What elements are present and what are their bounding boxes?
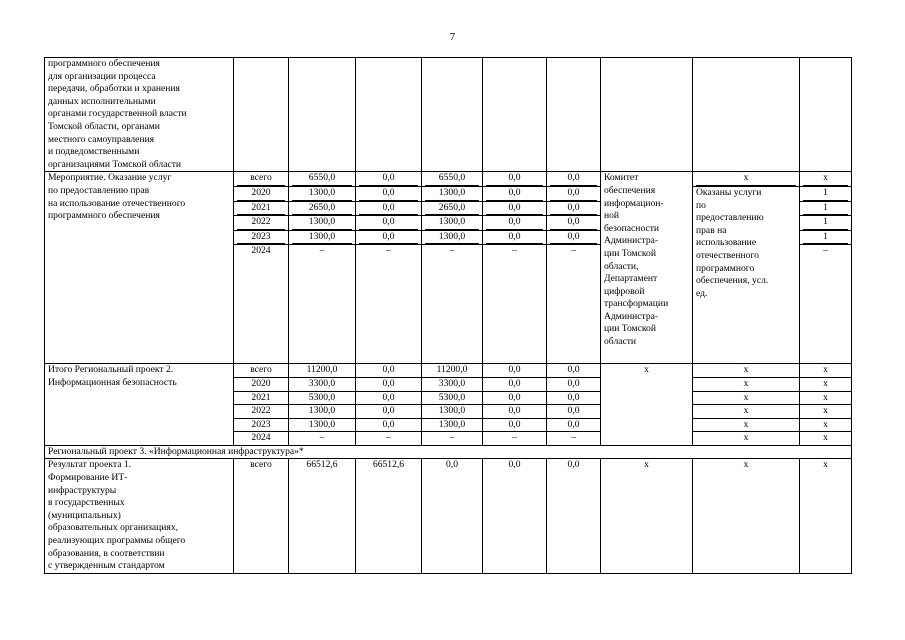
value-cell: 0,0	[486, 187, 543, 201]
year-cell: 2024	[234, 245, 289, 364]
value-cell: 1300,0	[422, 418, 483, 432]
value-cell: 0,0	[422, 459, 483, 573]
value-cell: 11200,0	[289, 364, 356, 378]
indicator-value-cell: 1	[803, 231, 848, 245]
value-cell: 0,0	[550, 202, 597, 216]
value-cell: 0,0	[550, 172, 597, 186]
year-cell: всего	[237, 172, 285, 186]
value-cell: –	[356, 432, 422, 446]
value-cell: 6550,0	[292, 172, 352, 186]
continuation-text: программного обеспечения для организации процесса передачи, обработки и хранения данных исполнительными органами государственной власти Томской области, органами местного самоуправления и подведомственными организациями Томской области	[45, 58, 234, 172]
page-number: 7	[449, 31, 456, 43]
value-cell: 1300,0	[425, 231, 479, 245]
executor-cell: х	[601, 459, 693, 573]
value-cell: 0,0	[483, 405, 547, 419]
indicator-value-cell: х	[800, 432, 852, 446]
value-cell: 0,0	[547, 459, 601, 573]
value-cell: 66512,6	[289, 459, 356, 573]
value-cell: 0,0	[547, 405, 601, 419]
year-cell: 2020	[237, 187, 285, 201]
indicator-text: Оказаны услуги по предоставлению прав на использование отечественного программного обеспечения, усл. ед.	[693, 186, 800, 363]
value-cell: 1300,0	[425, 216, 479, 230]
executor-cell: х	[601, 364, 693, 446]
value-cell: 1300,0	[292, 216, 352, 230]
value-cell: 0,0	[356, 377, 422, 391]
indicator-cell: х	[693, 432, 800, 446]
value-cell: 0,0	[486, 202, 543, 216]
year-cell: 2023	[234, 418, 289, 432]
executor-cell: Комитет обеспечения информацион- ной безопасности Администра- ции Томской области, Департамент цифровой трансформации Администра- ции Томской области	[601, 172, 693, 364]
value-cell: 0,0	[483, 364, 547, 378]
value-cell: 5300,0	[289, 391, 356, 405]
year-cell: 2021	[237, 202, 285, 216]
value-cell: 0,0	[547, 418, 601, 432]
value-cell: –	[289, 245, 356, 364]
value-cell: 1300,0	[289, 418, 356, 432]
value-cell: 0,0	[356, 418, 422, 432]
indicator-value-cell: х	[800, 377, 852, 391]
value-cell: –	[483, 432, 547, 446]
value-cell: –	[422, 245, 483, 364]
year-cell: всего	[234, 459, 289, 573]
value-cell: 0,0	[359, 172, 418, 186]
value-cell: 0,0	[550, 231, 597, 245]
value-cell: –	[356, 245, 422, 364]
value-cell: –	[547, 245, 601, 364]
indicator-cell: х	[693, 418, 800, 432]
result-row	[45, 459, 852, 573]
indicator-cell: х	[693, 459, 800, 573]
value-cell: 0,0	[550, 216, 597, 230]
year-cell: 2021	[234, 391, 289, 405]
indicator-cell: х	[693, 377, 800, 391]
value-cell: 0,0	[359, 231, 418, 245]
value-cell: –	[289, 432, 356, 446]
value-cell: 2650,0	[292, 202, 352, 216]
indicator-cell: х	[693, 364, 800, 378]
value-cell: 0,0	[483, 391, 547, 405]
value-cell: 0,0	[356, 391, 422, 405]
year-cell: 2022	[234, 405, 289, 419]
value-cell: 5300,0	[422, 391, 483, 405]
value-cell: 0,0	[547, 391, 601, 405]
value-cell: 0,0	[483, 377, 547, 391]
value-cell: 0,0	[547, 377, 601, 391]
event-row-total	[45, 172, 852, 187]
value-cell: –	[547, 432, 601, 446]
continuation-row	[45, 58, 852, 172]
indicator-value-cell: х	[800, 418, 852, 432]
value-cell: 11200,0	[422, 364, 483, 378]
year-cell: 2022	[237, 216, 285, 230]
value-cell: 3300,0	[422, 377, 483, 391]
value-cell: 1300,0	[425, 187, 479, 201]
value-cell: 1300,0	[292, 187, 352, 201]
value-cell: 0,0	[356, 364, 422, 378]
value-cell: 1300,0	[292, 231, 352, 245]
year-cell: всего	[234, 364, 289, 378]
value-cell: 3300,0	[289, 377, 356, 391]
indicator-value-cell: х	[800, 391, 852, 405]
value-cell: 0,0	[483, 418, 547, 432]
value-cell: 0,0	[356, 405, 422, 419]
value-cell: 0,0	[550, 187, 597, 201]
indicator-value-cell: 1	[803, 187, 848, 201]
indicator-value-cell: –	[800, 245, 852, 364]
total-row-all	[45, 364, 852, 378]
event-name: Мероприятие. Оказание услуг по предоставлению прав на использование отечественного программного обеспечения	[45, 172, 234, 364]
value-cell: 0,0	[483, 459, 547, 573]
value-cell: 1300,0	[422, 405, 483, 419]
value-cell: 0,0	[486, 231, 543, 245]
value-cell: 0,0	[359, 202, 418, 216]
value-cell: 2650,0	[425, 202, 479, 216]
value-cell: –	[422, 432, 483, 446]
indicator-cell: х	[693, 391, 800, 405]
value-cell: 0,0	[359, 216, 418, 230]
section-title: Региональный проект 3. «Информационная инфраструктура»*	[45, 445, 852, 459]
indicator-value-cell: х	[803, 172, 848, 186]
indicator-cell: х	[693, 405, 800, 419]
indicator-value-cell: х	[800, 364, 852, 378]
indicator-value-cell: 1	[803, 202, 848, 216]
value-cell: 0,0	[547, 364, 601, 378]
program-table	[44, 57, 852, 574]
indicator-value-cell: 1	[803, 216, 848, 230]
year-cell: 2024	[234, 432, 289, 446]
value-cell: 0,0	[486, 216, 543, 230]
value-cell: –	[483, 245, 547, 364]
year-cell: 2020	[234, 377, 289, 391]
value-cell: 1300,0	[289, 405, 356, 419]
total-name: Итого Региональный проект 2. Информационная безопасность	[45, 364, 234, 446]
value-cell: 0,0	[359, 187, 418, 201]
value-cell: 66512,6	[356, 459, 422, 573]
year-cell: 2023	[237, 231, 285, 245]
indicator-cell: х	[696, 172, 796, 186]
result-name: Результат проекта 1. Формирование ИТ- инфраструктуры в государственных (муниципальных) образовательных организациях, реализующих программы общего образования, в соответствии с утвержденным стандартом	[45, 459, 234, 573]
section-heading-row	[45, 445, 852, 459]
value-cell: 6550,0	[425, 172, 479, 186]
indicator-value-cell: х	[800, 459, 852, 573]
value-cell: 0,0	[486, 172, 543, 186]
indicator-value-cell: х	[800, 405, 852, 419]
